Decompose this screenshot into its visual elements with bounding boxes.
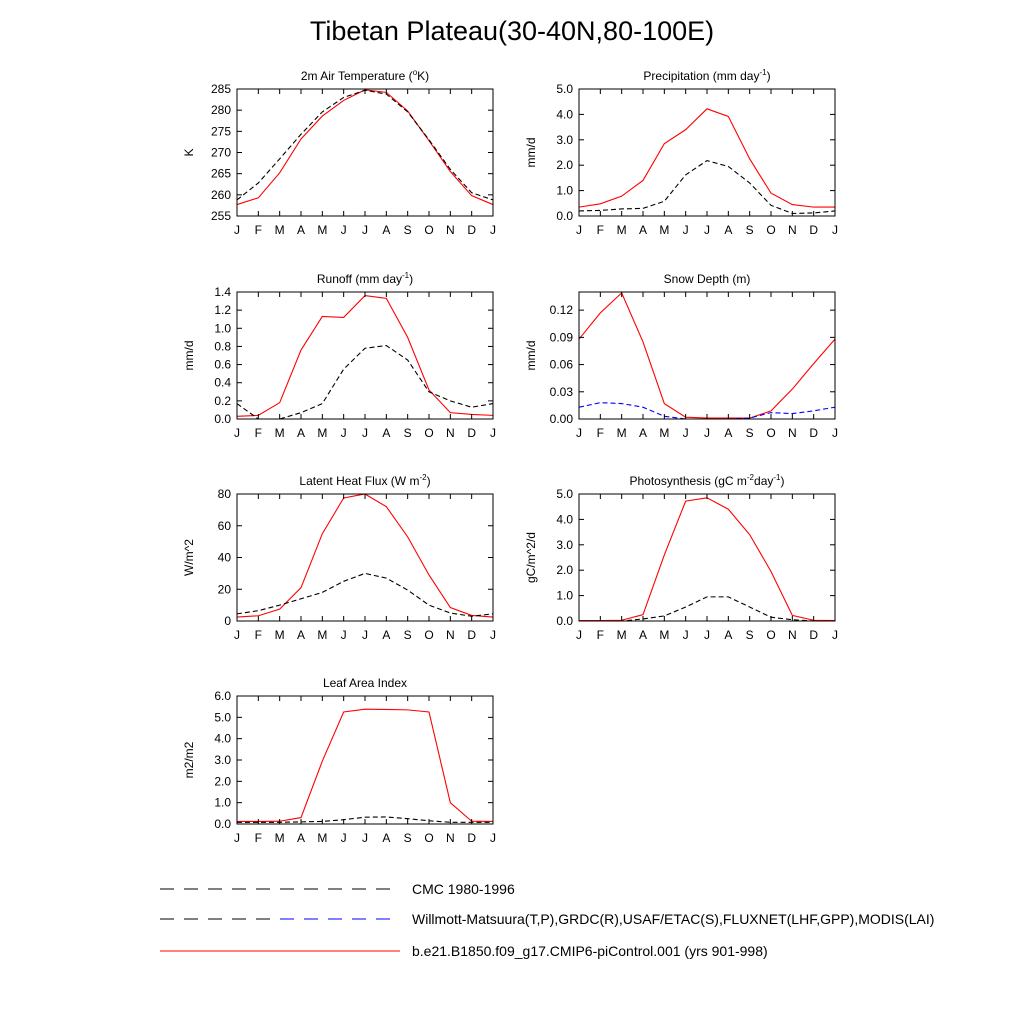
latent-heat-flux-xtick-label: M bbox=[274, 628, 285, 642]
leaf-area-index-xtick-label: M bbox=[317, 831, 328, 845]
latent-heat-flux-ytick-label: 80 bbox=[217, 487, 231, 501]
snow-depth-xtick-label: F bbox=[596, 426, 605, 440]
runoff-ytick-label: 0.4 bbox=[214, 375, 231, 390]
precipitation-ytick-label: 4.0 bbox=[556, 107, 573, 122]
air-temperature-ytick-label: 280 bbox=[210, 103, 231, 118]
snow-depth-ytick-label: 0.12 bbox=[549, 303, 573, 318]
runoff-ylabel: mm/d bbox=[182, 340, 196, 371]
runoff-xtick-label: O bbox=[424, 426, 434, 440]
photosynthesis-xtick-label: J bbox=[704, 628, 710, 642]
air-temperature-ytick-label: 255 bbox=[210, 209, 231, 223]
photosynthesis-xtick-label: A bbox=[638, 628, 648, 642]
precipitation-xtick-label: D bbox=[809, 223, 819, 237]
photosynthesis-ytick-label: 1.0 bbox=[556, 588, 573, 603]
air-temperature-title: 2m Air Temperature ($^o$K) bbox=[300, 68, 430, 83]
snow-depth-xtick-label: J bbox=[704, 426, 710, 440]
snow-depth-xtick-label: J bbox=[576, 426, 582, 440]
precipitation-xtick-label: M bbox=[659, 223, 670, 237]
air-temperature-xtick-label: S bbox=[403, 223, 412, 237]
leaf-area-index-xtick-label: N bbox=[445, 831, 455, 845]
precipitation-xtick-label: A bbox=[638, 223, 648, 237]
precipitation-xtick-label: J bbox=[576, 223, 582, 237]
latent-heat-flux-xtick-label: D bbox=[467, 628, 477, 642]
leaf-area-index-xtick-label: D bbox=[467, 831, 477, 845]
runoff-ytick-label: 0.0 bbox=[214, 412, 231, 426]
precipitation-xtick-label: M bbox=[616, 223, 627, 237]
latent-heat-flux-xtick-label: O bbox=[424, 628, 434, 642]
snow-depth-title: Snow Depth (m) bbox=[663, 272, 751, 286]
leaf-area-index-ylabel: m2/m2 bbox=[182, 741, 196, 779]
leaf-area-index-ytick-label: 1.0 bbox=[214, 795, 231, 810]
runoff-ytick-label: 0.8 bbox=[214, 339, 231, 354]
latent-heat-flux-xtick-label: A bbox=[296, 628, 306, 642]
air-temperature-xtick-label: A bbox=[296, 223, 306, 237]
snow-depth-ytick-label: 0.09 bbox=[549, 330, 573, 345]
photosynthesis-xtick-label: M bbox=[616, 628, 627, 642]
latent-heat-flux-xtick-label: N bbox=[445, 628, 455, 642]
runoff-xtick-label: J bbox=[490, 426, 496, 440]
precipitation-xtick-label: O bbox=[766, 223, 776, 237]
photosynthesis-xtick-label: M bbox=[659, 628, 670, 642]
latent-heat-flux-xtick-label: J bbox=[490, 628, 496, 642]
leaf-area-index-xtick-label: J bbox=[234, 831, 240, 845]
snow-depth-xtick-label: N bbox=[787, 426, 797, 440]
snow-depth-ytick-label: 0.03 bbox=[549, 384, 573, 399]
air-temperature-xtick-label: J bbox=[340, 223, 347, 237]
latent-heat-flux-ytick-label: 20 bbox=[217, 582, 231, 597]
snow-depth-xtick-label: A bbox=[638, 426, 648, 440]
leaf-area-index-xtick-label: J bbox=[490, 831, 496, 845]
leaf-area-index-xtick-label: M bbox=[274, 831, 285, 845]
precipitation-ytick-label: 5.0 bbox=[556, 82, 573, 96]
latent-heat-flux-xtick-label: A bbox=[382, 628, 391, 642]
precipitation-xtick-label: S bbox=[745, 223, 754, 237]
photosynthesis-ylabel: gC/m^2/d bbox=[524, 532, 538, 583]
precipitation-xtick-label: J bbox=[832, 223, 838, 237]
photosynthesis-xtick-label: D bbox=[809, 628, 819, 642]
runoff-xtick-label: N bbox=[445, 426, 455, 440]
air-temperature-xtick-label: M bbox=[317, 223, 328, 237]
photosynthesis-xtick-label: F bbox=[596, 628, 605, 642]
latent-heat-flux-ylabel: W/m^2 bbox=[182, 539, 196, 576]
leaf-area-index-ytick-label: 3.0 bbox=[214, 753, 231, 767]
air-temperature-ytick-label: 275 bbox=[210, 124, 231, 139]
leaf-area-index-ytick-label: 4.0 bbox=[214, 731, 231, 746]
latent-heat-flux-ytick-label: 0 bbox=[224, 614, 231, 628]
latent-heat-flux-ytick-label: 40 bbox=[217, 550, 231, 565]
runoff-ytick-label: 1.4 bbox=[214, 285, 231, 299]
latent-heat-flux-xtick-label: M bbox=[317, 628, 328, 642]
precipitation-ytick-label: 0.0 bbox=[556, 209, 573, 223]
snow-depth-xtick-label: M bbox=[659, 426, 670, 440]
snow-depth-xtick-label: J bbox=[832, 426, 838, 440]
leaf-area-index-xtick-label: S bbox=[403, 831, 412, 845]
air-temperature-ytick-label: 260 bbox=[210, 187, 231, 202]
snow-depth-ylabel: mm/d bbox=[524, 340, 538, 371]
runoff-xtick-label: S bbox=[403, 426, 412, 440]
snow-depth-xtick-label: O bbox=[766, 426, 776, 440]
legend-label-obs: Willmott-Matsuura(T,P),GRDC(R),USAF/ETAC(S),FLUXNET(LHF,GPP),MODIS(LAI) bbox=[412, 911, 935, 927]
snow-depth-xtick-label: A bbox=[724, 426, 733, 440]
runoff-ytick-label: 1.0 bbox=[214, 321, 231, 336]
photosynthesis-xtick-label: J bbox=[832, 628, 838, 642]
photosynthesis-xtick-label: A bbox=[724, 628, 733, 642]
photosynthesis-xtick-label: J bbox=[576, 628, 582, 642]
air-temperature-ytick-label: 285 bbox=[210, 82, 231, 96]
snow-depth-xtick-label: S bbox=[745, 426, 754, 440]
runoff-xtick-label: D bbox=[467, 426, 477, 440]
runoff-xtick-label: A bbox=[296, 426, 306, 440]
latent-heat-flux-xtick-label: J bbox=[340, 628, 347, 642]
precipitation-title: Precipitation (mm day$^{-1}$) bbox=[643, 68, 771, 83]
photosynthesis-ytick-label: 4.0 bbox=[556, 512, 573, 527]
latent-heat-flux-title: Latent Heat Flux (W $m^{-2}$) bbox=[299, 473, 431, 488]
leaf-area-index-xtick-label: A bbox=[296, 831, 306, 845]
precipitation-ylabel: mm/d bbox=[524, 137, 538, 168]
precipitation-ytick-label: 1.0 bbox=[556, 183, 573, 198]
runoff-ytick-label: 0.2 bbox=[214, 393, 231, 408]
latent-heat-flux-ytick-label: 60 bbox=[217, 518, 231, 533]
latent-heat-flux-xtick-label: J bbox=[234, 628, 240, 642]
snow-depth-xtick-label: J bbox=[682, 426, 689, 440]
leaf-area-index-ytick-label: 5.0 bbox=[214, 710, 231, 725]
leaf-area-index-xtick-label: F bbox=[254, 831, 263, 845]
photosynthesis-xtick-label: S bbox=[745, 628, 754, 642]
runoff-xtick-label: J bbox=[234, 426, 240, 440]
snow-depth-ytick-label: 0.06 bbox=[549, 357, 573, 372]
legend-label-model: b.e21.B1850.f09_g17.CMIP6-piControl.001 (yrs 901-998) bbox=[412, 943, 768, 959]
air-temperature-xtick-label: J bbox=[490, 223, 496, 237]
snow-depth-ytick-label: 0.00 bbox=[549, 412, 573, 426]
runoff-xtick-label: M bbox=[317, 426, 328, 440]
runoff-xtick-label: J bbox=[340, 426, 347, 440]
photosynthesis-xtick-label: O bbox=[766, 628, 776, 642]
air-temperature-xtick-label: J bbox=[362, 223, 368, 237]
precipitation-xtick-label: J bbox=[704, 223, 710, 237]
runoff-ytick-label: 0.6 bbox=[214, 357, 231, 372]
precipitation-xtick-label: A bbox=[724, 223, 733, 237]
runoff-ytick-label: 1.2 bbox=[214, 303, 231, 318]
air-temperature-ytick-label: 270 bbox=[210, 145, 231, 160]
figure-title: Tibetan Plateau(30-40N,80-100E) bbox=[309, 16, 715, 46]
runoff-xtick-label: M bbox=[274, 426, 285, 440]
leaf-area-index-ytick-label: 0.0 bbox=[214, 817, 231, 831]
leaf-area-index-title: Leaf Area Index bbox=[322, 676, 408, 690]
air-temperature-ytick-label: 265 bbox=[210, 166, 231, 181]
precipitation-xtick-label: F bbox=[596, 223, 605, 237]
leaf-area-index-xtick-label: A bbox=[382, 831, 391, 845]
photosynthesis-ytick-label: 5.0 bbox=[556, 487, 573, 501]
leaf-area-index-ytick-label: 6.0 bbox=[214, 689, 231, 703]
precipitation-ytick-label: 3.0 bbox=[556, 132, 573, 147]
photosynthesis-title: Photosynthesis (gC $m^{-2}day^{-1}$) bbox=[629, 473, 785, 488]
air-temperature-xtick-label: F bbox=[254, 223, 263, 237]
snow-depth-xtick-label: D bbox=[809, 426, 819, 440]
leaf-area-index-xtick-label: J bbox=[362, 831, 368, 845]
air-temperature-xtick-label: J bbox=[234, 223, 240, 237]
leaf-area-index-xtick-label: J bbox=[340, 831, 347, 845]
snow-depth-xtick-label: M bbox=[616, 426, 627, 440]
latent-heat-flux-xtick-label: S bbox=[403, 628, 412, 642]
leaf-area-index-xtick-label: O bbox=[424, 831, 434, 845]
precipitation-ytick-label: 2.0 bbox=[556, 158, 573, 173]
air-temperature-xtick-label: A bbox=[382, 223, 391, 237]
air-temperature-ylabel: K bbox=[182, 148, 196, 157]
photosynthesis-ytick-label: 2.0 bbox=[556, 563, 573, 578]
photosynthesis-xtick-label: N bbox=[787, 628, 797, 642]
latent-heat-flux-xtick-label: F bbox=[254, 628, 263, 642]
precipitation-xtick-label: N bbox=[787, 223, 797, 237]
runoff-xtick-label: A bbox=[382, 426, 391, 440]
legend-label-cmc: CMC 1980-1996 bbox=[412, 881, 515, 897]
latent-heat-flux-xtick-label: J bbox=[362, 628, 368, 642]
precipitation-xtick-label: J bbox=[682, 223, 689, 237]
runoff-xtick-label: J bbox=[362, 426, 368, 440]
photosynthesis-xtick-label: J bbox=[682, 628, 689, 642]
air-temperature-xtick-label: O bbox=[424, 223, 434, 237]
runoff-xtick-label: F bbox=[254, 426, 263, 440]
leaf-area-index-ytick-label: 2.0 bbox=[214, 774, 231, 789]
photosynthesis-ytick-label: 0.0 bbox=[556, 614, 573, 628]
air-temperature-xtick-label: N bbox=[445, 223, 455, 237]
photosynthesis-ytick-label: 3.0 bbox=[556, 537, 573, 552]
runoff-title: Runoff (mm day$^{-1}$) bbox=[316, 271, 414, 286]
air-temperature-xtick-label: D bbox=[467, 223, 477, 237]
air-temperature-xtick-label: M bbox=[274, 223, 285, 237]
